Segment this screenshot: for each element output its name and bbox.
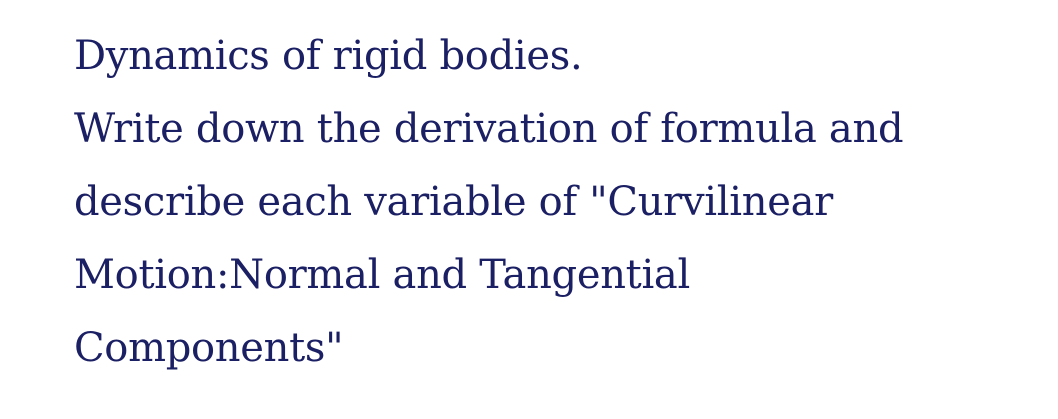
question-line-subject: Motion:Normal and Tangential (74, 252, 690, 298)
question-line-instruction-cont: describe each variable of "Curvilinear (74, 179, 833, 225)
question-line-subject-cont: Components" (74, 325, 344, 371)
question-line-topic: Dynamics of rigid bodies. (74, 33, 583, 79)
question-line-instruction: Write down the derivation of formula and (74, 106, 904, 152)
question-text-block (74, 20, 1034, 385)
